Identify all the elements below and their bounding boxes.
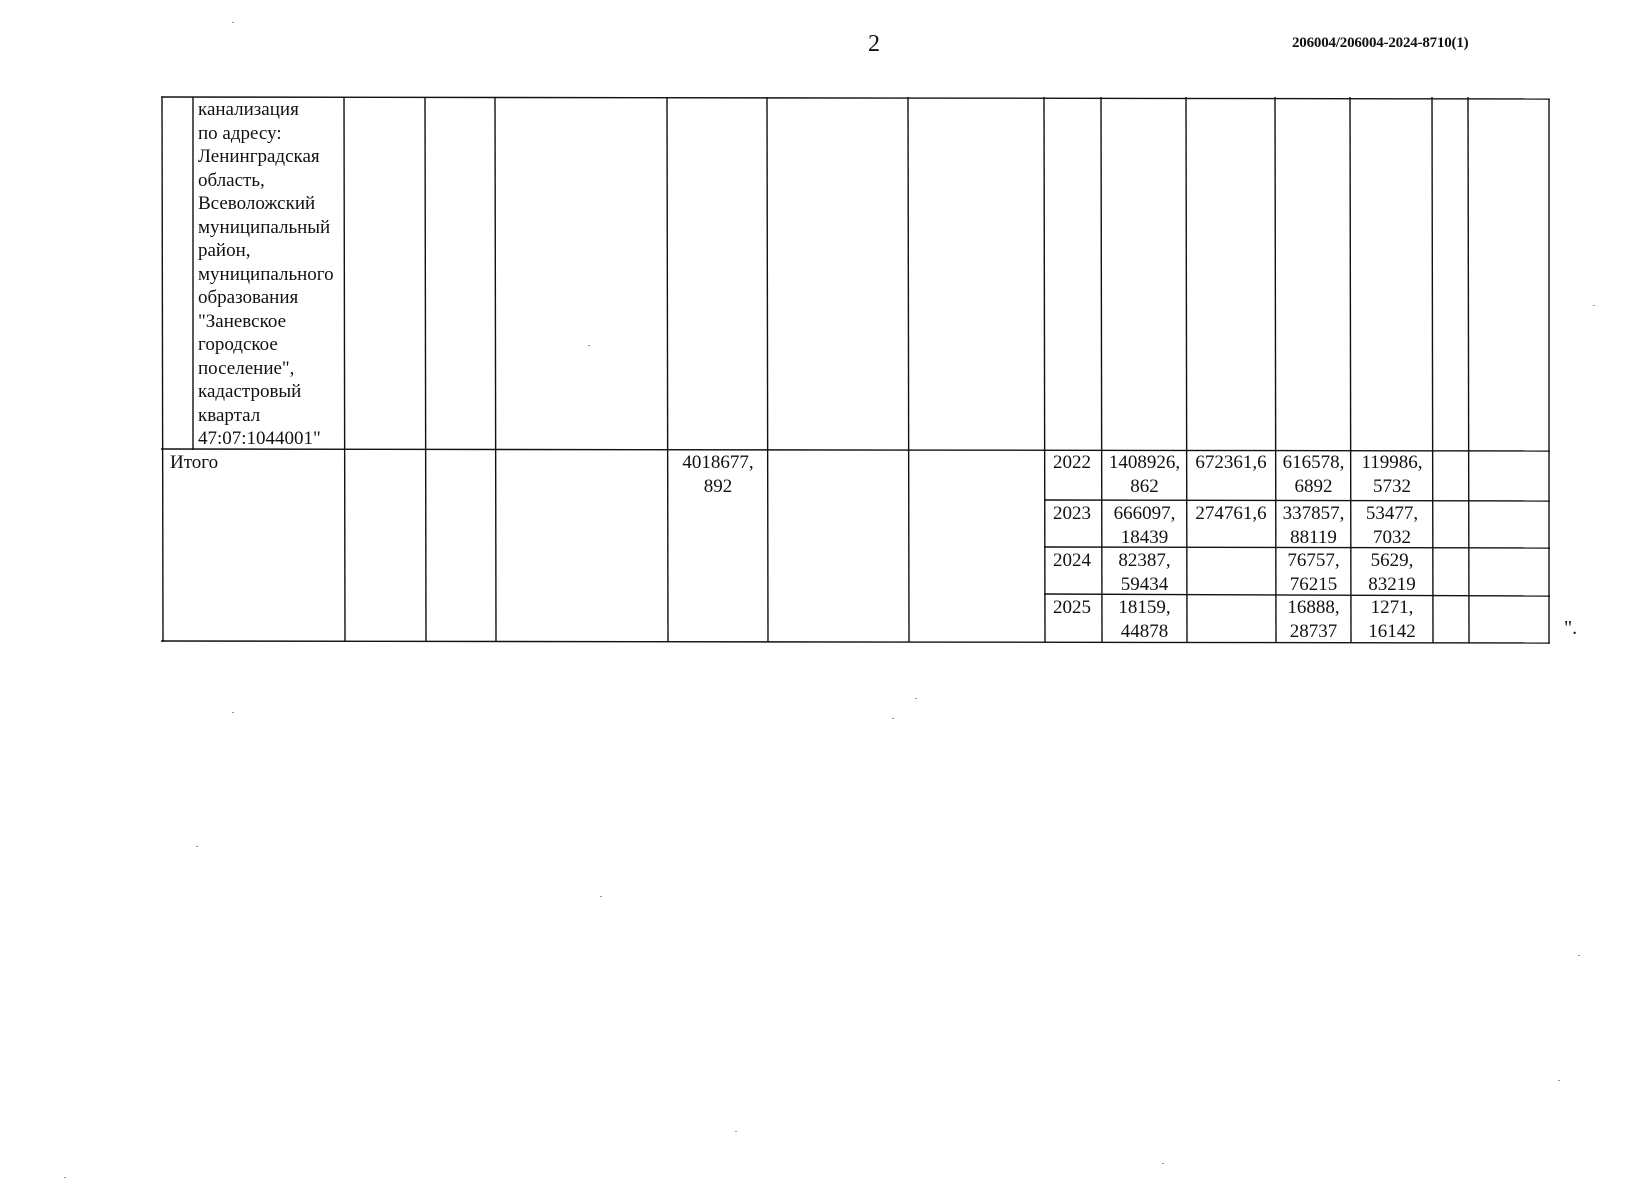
year-total-cell (1102, 549, 1187, 596)
cell-line: 666097, (1113, 503, 1176, 524)
year-cell: 2022 (1053, 452, 1091, 473)
year-col-d-cell (1351, 502, 1433, 549)
object-line: городское (198, 334, 278, 355)
cell-line: 59434 (1120, 573, 1169, 595)
cell-line: 53477, (1365, 503, 1419, 524)
year-col-d-cell (1351, 596, 1433, 643)
cell-line: 16142 (1368, 620, 1416, 642)
cell-line: 76215 (1289, 573, 1338, 595)
year-col-c-cell (1276, 596, 1351, 643)
object-line: муниципального (198, 263, 334, 285)
cell-line: 1271, (1370, 597, 1414, 618)
cell-line: 16888, (1287, 597, 1340, 618)
year-col-c-cell (1276, 502, 1351, 549)
year-total-cell (1102, 451, 1187, 498)
cell-line: 82387, (1118, 550, 1171, 571)
total-value-line: 892 (703, 475, 733, 497)
cell-line: 1408926, (1108, 452, 1181, 473)
year-col-d-cell (1351, 549, 1433, 596)
object-line: по адресу: (198, 122, 282, 144)
scan-speck (1558, 1080, 1560, 1081)
cell-line: 6892 (1294, 475, 1333, 497)
scan-speck (232, 22, 234, 23)
year-col-c-cell (1276, 451, 1351, 498)
scan-speck (64, 1177, 66, 1178)
cell-line: 88119 (1290, 526, 1337, 548)
cell-line: 119986, (1361, 452, 1423, 473)
object-line: образования (198, 287, 299, 308)
cell-line: 5732 (1373, 475, 1411, 497)
cell-line: 18439 (1120, 526, 1169, 548)
cell-line: 18159, (1118, 597, 1171, 618)
scan-speck (588, 345, 590, 346)
scan-speck (232, 712, 234, 713)
year-total-cell (1102, 596, 1187, 643)
year-cell: 2025 (1053, 597, 1091, 618)
scan-speck (735, 1131, 737, 1132)
document-id: 206004/206004-2024-8710(1) (1292, 35, 1469, 51)
object-line: "Заневское (198, 310, 287, 332)
scan-speck (892, 718, 894, 719)
object-line: 47:07:1044001" (198, 428, 321, 449)
scan-speck (196, 846, 198, 847)
object-line: муниципальный (198, 216, 331, 238)
object-line: поселение", (198, 357, 295, 379)
total-value-cell (668, 451, 768, 498)
year-col-c-cell (1276, 549, 1351, 596)
year-col-b-cell (1187, 451, 1275, 475)
year-cell: 2023 (1053, 503, 1091, 524)
scan-speck (915, 698, 917, 699)
cell-line: 83219 (1368, 573, 1416, 595)
cell-line: 44878 (1120, 620, 1169, 642)
cell-line: 7032 (1373, 526, 1411, 548)
cell-line: 616578, (1282, 452, 1345, 473)
year-cell: 2024 (1053, 550, 1091, 571)
total-value-line: 4018677, (682, 452, 754, 473)
year-total-cell (1102, 502, 1187, 549)
object-line: область, (198, 169, 265, 191)
page-number: 2 (868, 31, 880, 57)
closing-quote-mark: ". (1564, 617, 1578, 639)
scan-speck (600, 896, 602, 897)
object-line: Ленинградская (198, 146, 320, 167)
cell-line: 274761,6 (1195, 503, 1267, 524)
object-line: район, (198, 240, 251, 261)
cell-line: 337857, (1282, 503, 1345, 524)
object-line: Всеволожский (198, 193, 316, 214)
object-address-cell (198, 98, 334, 451)
scan-speck (1593, 305, 1595, 306)
cell-line: 76757, (1287, 550, 1340, 571)
cell-line: 862 (1130, 475, 1159, 497)
cell-line: 5629, (1370, 550, 1414, 571)
object-line: квартал (198, 404, 261, 426)
object-line: канализация (198, 99, 299, 120)
total-label: Итого (170, 452, 219, 473)
cell-line: 672361,6 (1195, 452, 1267, 473)
year-col-b-cell (1187, 502, 1275, 526)
scan-speck (1162, 1163, 1164, 1164)
cell-line: 28737 (1289, 620, 1338, 642)
object-line: кадастровый (198, 381, 302, 402)
scan-speck (1578, 955, 1580, 956)
year-col-d-cell (1351, 451, 1433, 498)
